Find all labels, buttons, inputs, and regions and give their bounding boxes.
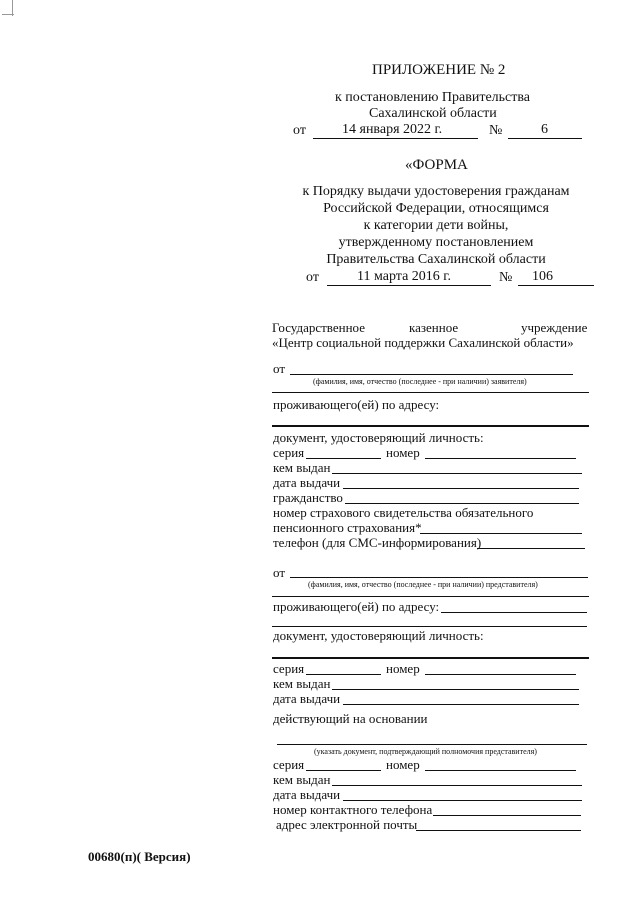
rep-authority-hint: (указать документ, подтверждающий полномочия представителя) — [314, 747, 537, 756]
applicant-issued-by-label: кем выдан — [273, 460, 331, 475]
applicant-address-label: проживающего(ей) по адресу: — [273, 397, 440, 412]
applicant-doc-label: документ, удостоверяющий личность: — [273, 430, 484, 445]
number-label: № — [499, 270, 513, 285]
form-heading-line: утвержденному постановлением — [338, 235, 534, 250]
applicant-phone-label: телефон (для СМС-информирования) — [273, 535, 482, 550]
number-label: № — [489, 123, 503, 138]
region-line: Сахалинской области — [369, 106, 497, 121]
rep-authority-field[interactable] — [277, 744, 587, 745]
rep-issue-date2-field[interactable] — [343, 800, 582, 801]
appendix-title: ПРИЛОЖЕНИЕ № 2 — [372, 62, 506, 78]
applicant-name-field-2[interactable] — [272, 392, 589, 393]
rep-address-field-2[interactable] — [272, 626, 587, 627]
form-title: «ФОРМА — [405, 157, 468, 173]
applicant-number-field[interactable] — [425, 458, 576, 459]
resolution-number: 6 — [541, 122, 548, 137]
rep-issue-date-field[interactable] — [343, 704, 579, 705]
rep-name-field-2[interactable] — [272, 596, 589, 597]
rep-issued-by-field[interactable] — [332, 689, 579, 690]
addressee-word: Государственное — [272, 320, 365, 335]
rep-name-field[interactable] — [290, 577, 588, 578]
rep-issue-date-label: дата выдачи — [273, 691, 341, 706]
applicant-snils-field[interactable] — [420, 533, 582, 534]
rep-number2-field[interactable] — [425, 770, 576, 771]
date-underline — [313, 138, 478, 139]
applicant-issued-by-field[interactable] — [332, 473, 582, 474]
from-label: от — [293, 123, 306, 138]
rep-email-label: адрес электронной почты — [276, 817, 418, 832]
rep-from-label: от — [273, 565, 286, 580]
resolution-line: к постановлению Правительства — [335, 90, 531, 105]
rep-issued-by-label: кем выдан — [273, 676, 331, 691]
applicant-from-label: от — [273, 361, 286, 376]
addressee-word: казенное — [409, 320, 459, 335]
rep-issued-by2-label: кем выдан — [273, 772, 331, 787]
rep-series-field[interactable] — [306, 674, 381, 675]
form-heading-line: Правительства Сахалинской области — [326, 252, 546, 267]
rep-address-field[interactable] — [441, 612, 587, 613]
rep-number-field[interactable] — [425, 674, 576, 675]
resolution-date: 14 января 2022 г. — [342, 122, 443, 137]
scan-mark — [2, 14, 14, 15]
form-heading-line: к Порядку выдачи удостоверения гражданам — [302, 184, 570, 199]
rep-acting-label: действующий на основании — [273, 711, 428, 726]
rep-issued-by2-field[interactable] — [332, 785, 582, 786]
addressee-line: «Центр социальной поддержки Сахалинской области» — [272, 335, 574, 350]
form-heading-line: к категории дети войны, — [363, 218, 509, 233]
applicant-issue-date-label: дата выдачи — [273, 475, 341, 490]
rep-series2-field[interactable] — [306, 770, 381, 771]
applicant-series-field[interactable] — [306, 458, 381, 459]
applicant-snils-label-2: пенсионного страхования* — [273, 520, 422, 535]
applicant-number-label: номер — [386, 445, 420, 460]
applicant-phone-field[interactable] — [477, 548, 585, 549]
rep-address-label: проживающего(ей) по адресу: — [273, 599, 440, 614]
applicant-address-field[interactable] — [272, 425, 589, 427]
rep-doc-label: документ, удостоверяющий личность: — [273, 628, 484, 643]
rep-series-label: серия — [273, 661, 305, 676]
rep-number2-label: номер — [386, 757, 420, 772]
rep-email-field[interactable] — [416, 830, 581, 831]
applicant-series-label: серия — [273, 445, 305, 460]
order-date: 11 марта 2016 г. — [357, 269, 451, 284]
rep-series2-label: серия — [273, 757, 305, 772]
applicant-citizenship-label: гражданство — [273, 490, 343, 505]
rep-contact-phone-field[interactable] — [433, 815, 581, 816]
order-number: 106 — [532, 269, 553, 284]
applicant-issue-date-field[interactable] — [343, 488, 579, 489]
rep-name-hint: (фамилия, имя, отчество (последнее - при наличии) представителя) — [308, 580, 538, 589]
rep-doc-field[interactable] — [272, 657, 589, 659]
applicant-name-field[interactable] — [290, 374, 573, 375]
rep-issue-date2-label: дата выдачи — [273, 787, 341, 802]
document-code: 00680(п)( Версия) — [88, 849, 191, 864]
applicant-snils-label: номер страхового свидетельства обязательного — [273, 505, 534, 520]
applicant-name-hint: (фамилия, имя, отчество (последнее - при наличии) заявителя) — [313, 377, 527, 386]
from-label: от — [306, 270, 319, 285]
number-underline — [518, 285, 594, 286]
rep-contact-phone-label: номер контактного телефона — [273, 802, 433, 817]
form-heading-line: Российской Федерации, относящимся — [323, 201, 549, 216]
applicant-citizenship-field[interactable] — [345, 503, 579, 504]
rep-number-label: номер — [386, 661, 420, 676]
number-underline — [508, 138, 582, 139]
date-underline — [327, 285, 491, 286]
addressee-word: учреждение — [521, 320, 588, 335]
